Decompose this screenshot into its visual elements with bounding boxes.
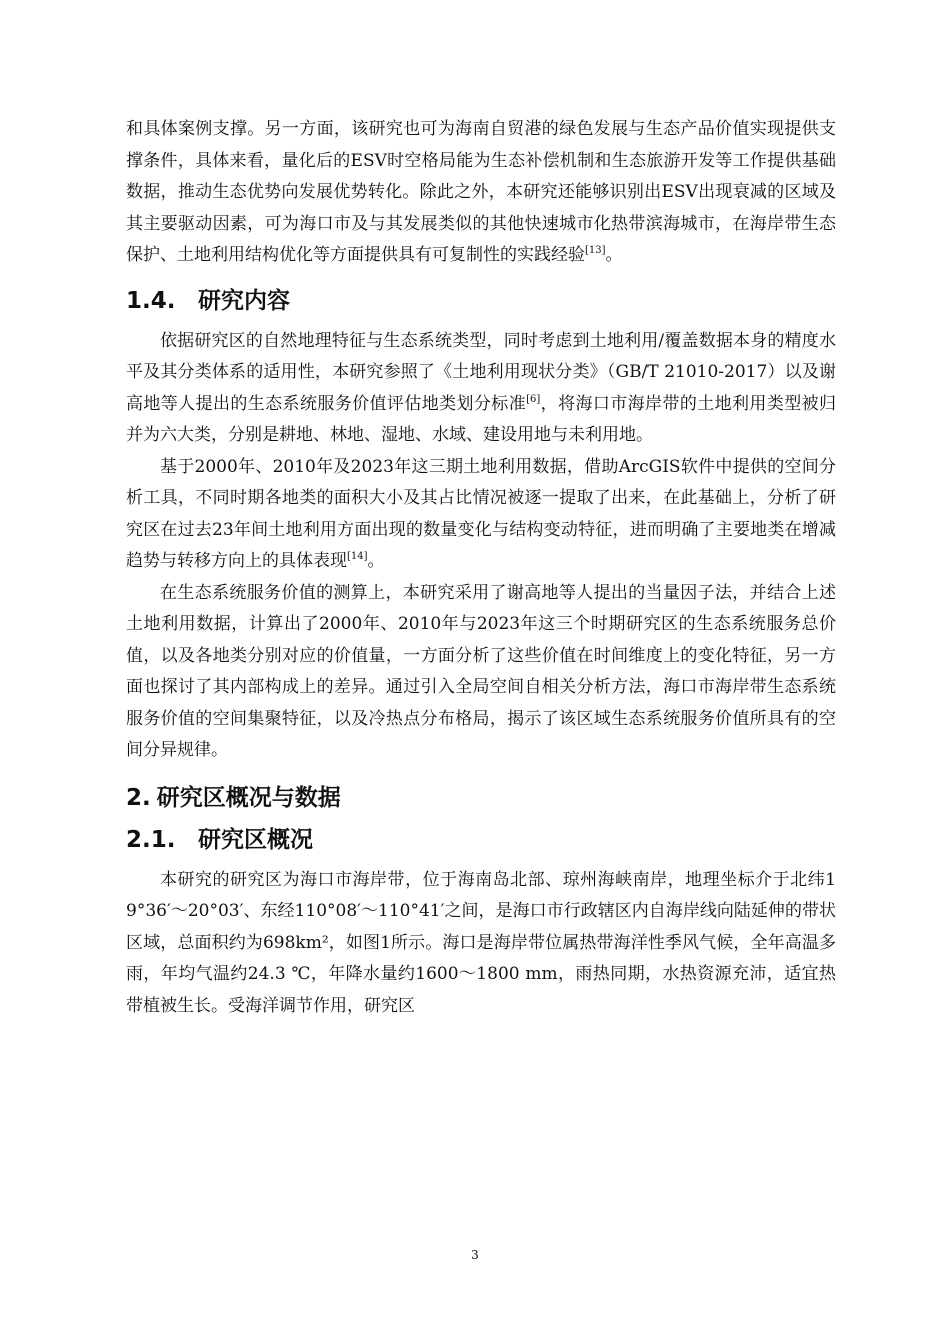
section-title: 研究区概况 xyxy=(198,826,313,853)
citation-ref[interactable]: [6] xyxy=(526,393,541,405)
paragraph-text-end: 。 xyxy=(367,551,385,571)
paragraph-text: 依据研究区的自然地理特征与生态系统类型，同时考虑到土地利用/覆盖数据本身的精度水平及其分类体系的适用性，本研究参照了《土地利用现状分类》（GB/T 21010-2017）以及谢高地等人提出的生态系统服务价值评估地类划分标准 xyxy=(126,330,836,414)
paragraph-overview-1: 本研究的研究区为海口市海岸带，位于海南岛北部、琼州海峡南岸，地理坐标介于北纬19°36′～20°03′、东经110°08′～110°41′之间，是海口市行政辖区内自海岸线向陆延伸的带状区域，总面积约为698km²，如图1所示。海口是海岸带位属热带海洋性季风气候，全年高温多雨，年均气温约24.3 ℃，年降水量约1600～1800 mm，雨热同期，水热资源充沛，适宜热带植被生长。受海洋调节作用，研究区 xyxy=(126,869,836,1016)
paragraph-text: 基于2000年、2010年及2023年这三期土地利用数据，借助ArcGIS软件中提供的空间分析工具，不同时期各地类的面积大小及其占比情况被逐一提取了出来，在此基础上，分析了研究区在过去23年间土地利用方面出现的数量变化与结构变动特征，进而明确了主要地类在增减趋势与转移方向上的具体表现 xyxy=(126,456,836,571)
paragraph-intro-continued xyxy=(126,114,836,272)
section-heading-2 xyxy=(126,783,836,813)
section-number: 2. xyxy=(126,784,151,811)
section-number: 1.4. xyxy=(126,287,176,314)
paragraph-text-end: ，将海口市海岸带的土地利用类型被归并为六大类，分别是耕地、林地、湿地、水域、建设用地与未利用地。 xyxy=(126,393,837,445)
paragraph-content-2 xyxy=(126,452,836,578)
section-title: 研究区概况与数据 xyxy=(156,784,341,811)
paragraph-text: 和具体案例支撑。另一方面，该研究也可为海南自贸港的绿色发展与生态产品价值实现提供支撑条件，具体来看，量化后的ESV时空格局能为生态补偿机制和生态旅游开发等工作提供基础数据，推动生态优势向发展优势转化。除此之外，本研究还能够识别出ESV出现衰减的区域及其主要驱动因素，可为海口市及与其发展类似的其他快速城市化热带滨海城市，在海岸带生态保护、土地利用结构优化等方面提供具有可复制性的实践经验 xyxy=(126,119,836,265)
citation-ref[interactable]: [14] xyxy=(347,551,368,562)
paragraph-content-3: 在生态系统服务价值的测算上，本研究采用了谢高地等人提出的当量因子法，并结合上述土地利用数据，计算出了2000年、2010年与2023年这三个时期研究区的生态系统服务总价值，以及各地类分别对应的价值量，一方面分析了这些价值在时间维度上的变化特征，另一方面也探讨了其内部构成上的差异。通过引入全局空间自相关分析方法，海口市海岸带生态系统服务价值的空间集聚特征，以及冷热点分布格局，揭示了该区域生态系统服务价值所具有的空间分异规律。 xyxy=(126,582,836,760)
section-heading-1-4 xyxy=(126,286,836,316)
paragraph-content-1 xyxy=(126,326,836,452)
section-heading-2-1 xyxy=(126,825,836,855)
page-number: 3 xyxy=(471,1248,479,1262)
page-body xyxy=(126,114,836,1022)
section-title: 研究内容 xyxy=(198,287,290,314)
citation-ref[interactable]: [13] xyxy=(585,245,606,256)
section-number: 2.1. xyxy=(126,826,176,853)
paragraph-text-end: 。 xyxy=(605,245,623,265)
